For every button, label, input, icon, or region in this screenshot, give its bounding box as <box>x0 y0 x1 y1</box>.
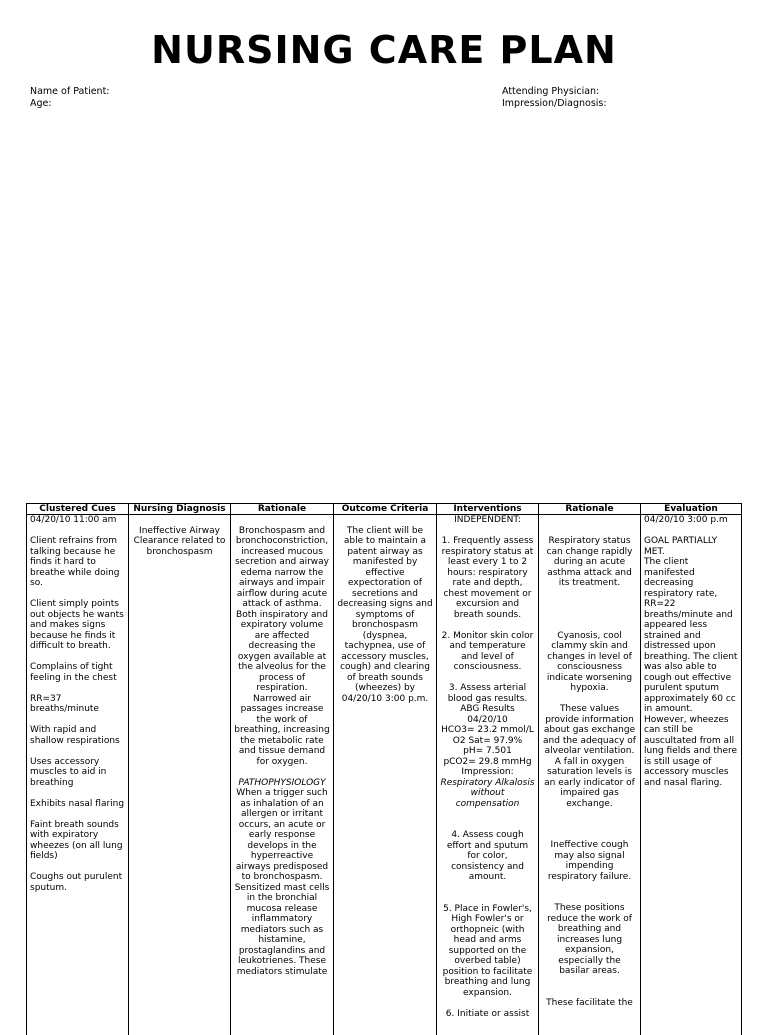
outcome-cell <box>334 515 437 1035</box>
evaluation-text: The client manifested decreasing respiratory rate, RR=22 breaths/minute and appeared less strained and distressed upon breathing. The client was also able to cough out effective purulent sputum approximately 60 cc in amount. However, wheezes can still be auscultated from all lung fields and there is still usage of accessory muscles and nasal flaring. <box>644 557 738 788</box>
cue-item: Client simply points out objects he wants and makes signs because he finds it difficult to breath. <box>30 599 125 652</box>
col-header-rationale-2: Rationale <box>539 504 641 515</box>
interventions-cell <box>437 515 539 1035</box>
nursing-diagnosis-text: Ineffective Airway Clearance related to bronchospasm <box>132 526 227 558</box>
evaluation-date: 04/20/10 3:00 p.m <box>644 515 738 526</box>
rationale-item: Cyanosis, cool clammy skin and changes in level of consciousness indicate worsening hypoxia. <box>542 631 637 694</box>
abg-pco2: pCO2= 29.8 mmHg <box>440 757 535 768</box>
abg-date: 04/20/10 <box>440 715 535 726</box>
page-title: NURSING CARE PLAN <box>0 28 768 72</box>
attending-physician-label: Attending Physician: <box>502 86 607 98</box>
abg-ph: pH= 7.501 <box>440 746 535 757</box>
cue-item: Complains of tight feeling in the chest <box>30 662 125 683</box>
intervention-item: 2. Monitor skin color and temperature and level of consciousness. <box>440 631 535 673</box>
diagnosis-cell <box>129 515 231 1035</box>
col-header-nursing-diagnosis: Nursing Diagnosis <box>129 504 231 515</box>
rationale-item: These facilitate the <box>542 998 637 1009</box>
abg-title: ABG Results <box>440 704 535 715</box>
table-header-row <box>27 504 742 515</box>
rationale2-cell <box>539 515 641 1035</box>
col-header-rationale: Rationale <box>231 504 334 515</box>
col-header-clustered-cues: Clustered Cues <box>27 504 129 515</box>
intervention-item: 3. Assess arterial blood gas results. <box>440 683 535 704</box>
cues-date: 04/20/10 11:00 am <box>30 515 125 526</box>
evaluation-goal: GOAL PARTIALLY MET. <box>644 536 738 557</box>
impression-diagnosis-label: Impression/Diagnosis: <box>502 98 607 110</box>
cue-item: Faint breath sounds with expiratory wheezes (on all lung fields) <box>30 820 125 862</box>
age-label: Age: <box>30 98 110 110</box>
intervention-item: 5. Place in Fowler's, High Fowler's or orthopneic (with head and arms supported on the overbed table) position to facilitate breathing and lung expansion. <box>440 904 535 999</box>
name-of-patient-label: Name of Patient: <box>30 86 110 98</box>
intervention-item: 4. Assess cough effort and sputum for color, consistency and amount. <box>440 830 535 883</box>
rationale-item: Respiratory status can change rapidly during an acute asthma attack and its treatment. <box>542 536 637 589</box>
physician-info <box>502 86 607 110</box>
impression-label: Impression: <box>440 767 535 778</box>
interventions-heading: INDEPENDENT: <box>440 515 535 526</box>
cue-item: Client refrains from talking because he finds it hard to breathe while doing so. <box>30 536 125 589</box>
rationale-item: These values provide information about gas exchange and the adequacy of alveolar ventilation. A fall in oxygen saturation levels is an early indicator of impaired gas exchange. <box>542 704 637 809</box>
cue-item: Coughs out purulent sputum. <box>30 872 125 893</box>
cue-item: Exhibits nasal flaring <box>30 799 125 810</box>
rationale-text: Bronchospasm and bronchoconstriction, increased mucous secretion and airway edema narrow the airways and impair airflow during acute attack of asthma. Both inspiratory and expiratory volume are affected decreasing the oxygen available at the alveolus for the process of respiration. Narrowed air passages increase the work of breathing, increasing the metabolic rate and tissue demand for oxygen. <box>234 526 330 768</box>
intervention-item: 6. Initiate or assist <box>440 1009 535 1020</box>
impression-value: Respiratory Alkalosis without compensation <box>440 778 535 810</box>
abg-o2-sat: O2 Sat= 97.9% <box>440 736 535 747</box>
cue-item: With rapid and shallow respirations <box>30 725 125 746</box>
abg-hco3: HCO3= 23.2 mmol/L <box>440 725 535 736</box>
rationale-item: These positions reduce the work of breathing and increases lung expansion, especially the basilar areas. <box>542 903 637 977</box>
cues-cell <box>27 515 129 1035</box>
table-row <box>27 515 742 1035</box>
patient-info <box>30 86 110 110</box>
rationale-item: Ineffective cough may also signal impending respiratory failure. <box>542 840 637 882</box>
pathophysiology-text: When a trigger such as inhalation of an allergen or irritant occurs, an acute or early response develops in the hyperreactive airways predisposed to bronchospasm. Sensitized mast cells in the bronchial mucosa release inflammatory mediators such as histamine, prostaglandins and leukotrienes. These mediators stimulate <box>234 788 330 977</box>
intervention-item: 1. Frequently assess respiratory status at least every 1 to 2 hours: respiratory rate and depth, chest movement or excursion and breath sounds. <box>440 536 535 620</box>
pathophysiology-heading: PATHOPHYSIOLOGY <box>234 778 330 789</box>
abg-block <box>440 683 535 809</box>
care-plan-table <box>26 503 742 1035</box>
col-header-evaluation: Evaluation <box>641 504 742 515</box>
cue-item: RR=37 breaths/minute <box>30 694 125 715</box>
cue-item: Uses accessory muscles to aid in breathing <box>30 757 125 789</box>
rationale-cell <box>231 515 334 1035</box>
col-header-interventions: Interventions <box>437 504 539 515</box>
outcome-criteria-text: The client will be able to maintain a patent airway as manifested by effective expectoration of secretions and decreasing signs and symptoms of bronchospasm (dyspnea, tachypnea, use of accessory muscles, cough) and clearing of breath sounds (wheezes) by 04/20/10 3:00 p.m. <box>337 526 433 705</box>
col-header-outcome-criteria: Outcome Criteria <box>334 504 437 515</box>
evaluation-cell <box>641 515 742 1035</box>
